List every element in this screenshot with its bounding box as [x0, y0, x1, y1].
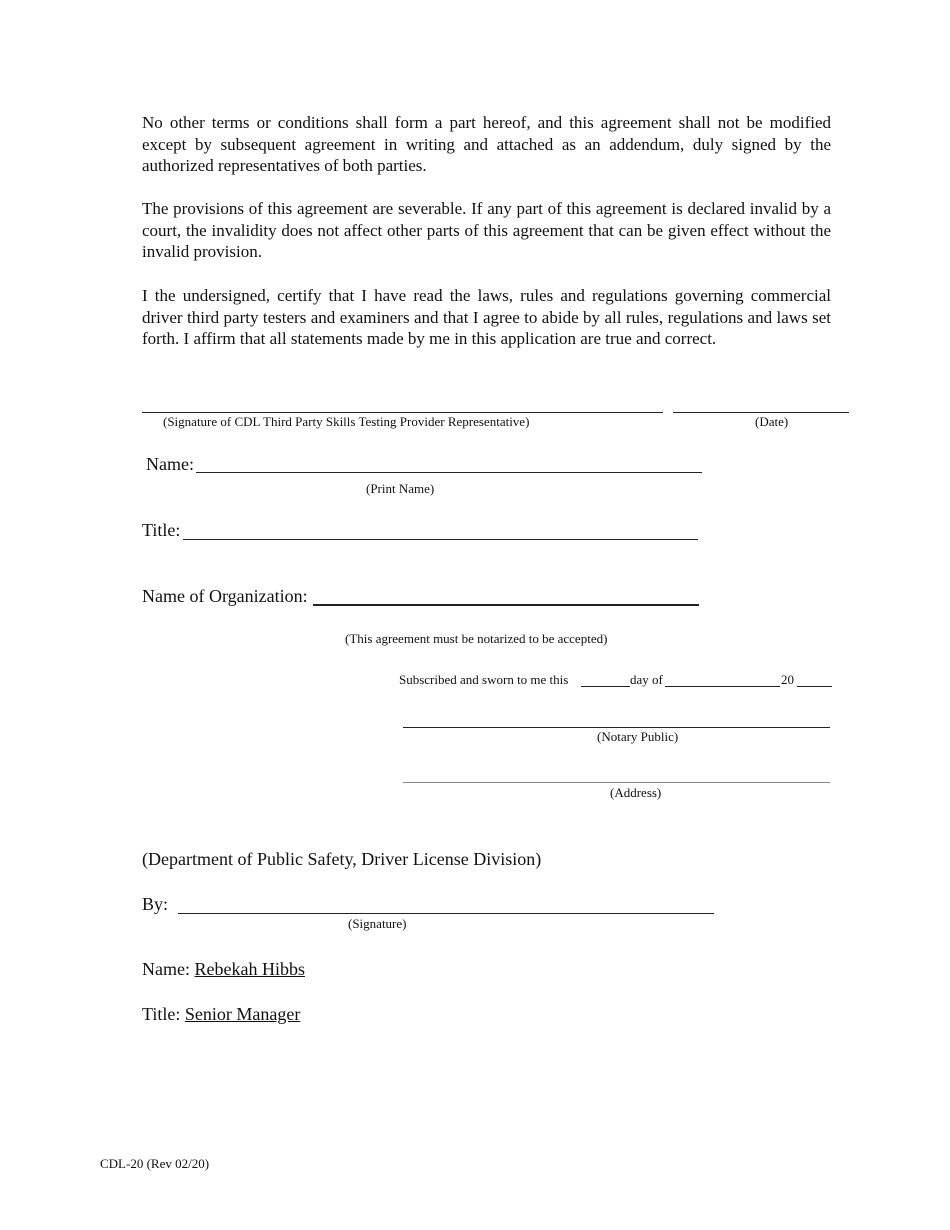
department-signature-caption: (Signature)	[348, 916, 407, 931]
provider-date-caption: (Date)	[755, 414, 789, 429]
terms-paragraph: No other terms or conditions shall form a part hereof, and this agreement shall not be modified except by subsequent agreement in writing and attached as an addendum, duly signed by the authorized representatives of both parties.	[142, 113, 831, 175]
sworn-day-line[interactable]	[581, 686, 630, 687]
notary-caption: (Notary Public)	[597, 729, 679, 744]
department-title-row	[142, 1004, 300, 1025]
department-signature-line[interactable]	[178, 913, 714, 914]
sworn-year-prefix: 20	[781, 672, 794, 687]
sworn-year-line[interactable]	[797, 686, 832, 687]
provider-title-label: Title:	[142, 520, 181, 540]
notary-signature-line[interactable]	[403, 727, 830, 728]
provider-title-line[interactable]	[183, 539, 698, 540]
department-name-value: Rebekah Hibbs	[194, 959, 305, 979]
notarize-notice: (This agreement must be notarized to be accepted)	[345, 631, 608, 646]
severability-paragraph: The provisions of this agreement are severable. If any part of this agreement is declared invalid by a court, the invalidity does not affect other parts of this agreement that can be given effect without the invalid provision.	[142, 199, 831, 261]
certification-paragraph: I the undersigned, certify that I have read the laws, rules and regulations governing commercial driver third party testers and examiners and that I agree to abide by all rules, regulations and laws set forth. I affirm that all statements made by me in this application are true and correct.	[142, 286, 831, 348]
sworn-day-of: day of	[630, 672, 663, 687]
sworn-month-line[interactable]	[665, 686, 780, 687]
sworn-prefix: Subscribed and sworn to me this	[399, 672, 569, 687]
print-name-caption: (Print Name)	[366, 481, 435, 496]
provider-date-line[interactable]	[673, 412, 849, 413]
provider-signature-caption: (Signature of CDL Third Party Skills Testing Provider Representative)	[163, 414, 530, 429]
department-title-value: Senior Manager	[184, 1004, 301, 1024]
provider-name-line[interactable]	[196, 472, 702, 473]
provider-name-label: Name:	[146, 454, 194, 474]
notary-address-line[interactable]	[403, 782, 830, 783]
department-name-row	[142, 959, 305, 980]
form-id-footer: CDL-20 (Rev 02/20)	[100, 1156, 210, 1171]
organization-line[interactable]	[313, 604, 699, 606]
department-heading: (Department of Public Safety, Driver License Division)	[142, 849, 542, 869]
by-label: By:	[142, 894, 169, 914]
address-caption: (Address)	[610, 785, 662, 800]
provider-signature-line[interactable]	[142, 412, 663, 413]
department-name-label: Name:	[142, 959, 190, 979]
organization-label: Name of Organization:	[142, 586, 308, 606]
department-title-label: Title:	[142, 1004, 181, 1024]
